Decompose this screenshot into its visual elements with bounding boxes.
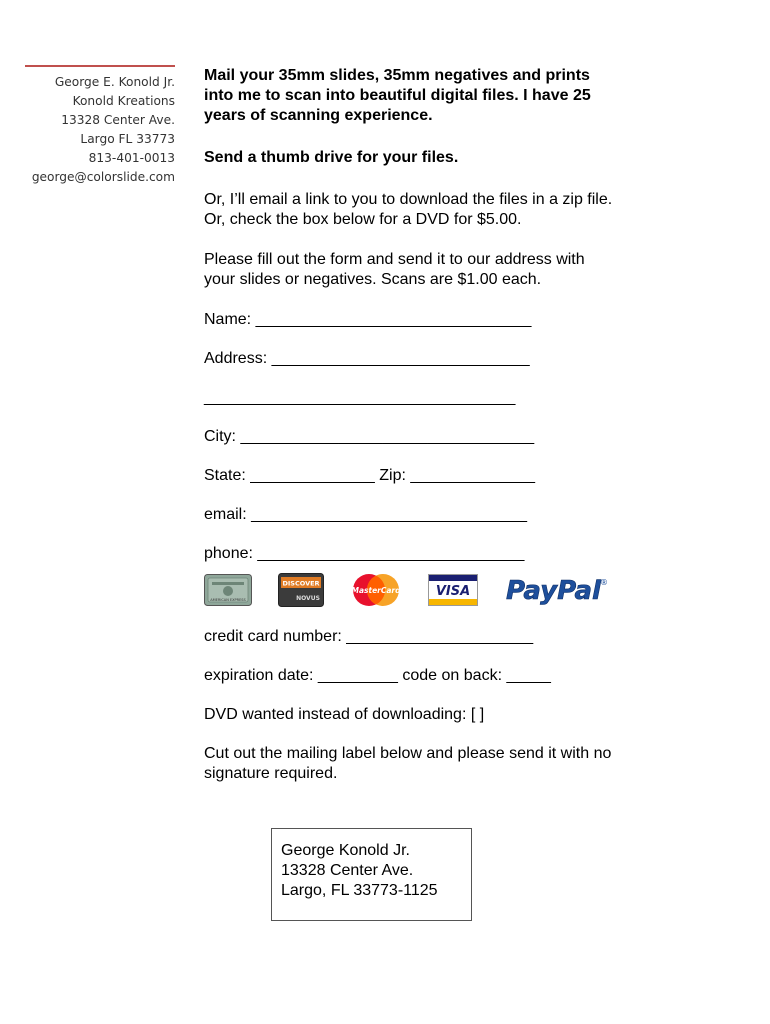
sender-email: george@colorslide.com [31,170,175,184]
amex-label: AMERICAN EXPRESS [210,597,246,602]
sender-street: 13328 Center Ave. [61,113,175,127]
options-line-1: Or, I’ll email a link to you to download the files in a zip file. [204,191,613,208]
mastercard-icon [350,572,402,614]
mailing-label-name: George Konold Jr. [281,842,410,859]
sender-name: George E. Konold Jr. [54,75,175,89]
mailing-label-street: 13328 Center Ave. [281,862,414,879]
mastercard-label: MasterCard [351,585,401,595]
state-zip-field[interactable]: State: ______________ Zip: ______________ [204,467,535,484]
sender-address-block [10,73,175,187]
address-line-2-field[interactable]: ___________________________________ [204,389,516,406]
credit-card-number-field[interactable]: credit card number: _____________________ [204,628,534,645]
thumb-drive-note: Send a thumb drive for your files. [204,149,459,166]
paypal-registered-mark: ® [600,577,608,587]
instructions-line-2: your slides or negatives. Scans are $1.00 each. [204,271,542,288]
order-form [204,66,674,784]
cutout-line-1: Cut out the mailing label below and please send it with no [204,745,612,762]
address-field[interactable]: Address: _____________________________ [204,350,530,367]
discover-card-icon [278,573,324,613]
intro-line-2: into me to scan into beautiful digital files. I have 25 [204,87,591,104]
instructions-line-1: Please fill out the form and send it to our address with [204,251,585,268]
visa-label: VISA [435,583,471,599]
name-field[interactable]: Name: _______________________________ [204,311,532,328]
payment-icons [204,570,674,615]
intro-line-1: Mail your 35mm slides, 35mm negatives and prints [204,67,590,84]
expiration-and-code-field[interactable]: expiration date: _________ code on back: _____ [204,667,551,684]
phone-field[interactable]: phone: ______________________________ [204,545,525,562]
city-field[interactable]: City: _________________________________ [204,428,535,445]
discover-label: DISCOVER [282,579,320,587]
mailing-label [271,828,472,921]
email-field[interactable]: email: _______________________________ [204,506,527,523]
cutout-line-2: signature required. [204,765,338,782]
sender-city: Largo FL 33773 [80,132,175,146]
novus-label: NOVUS [296,594,320,602]
sender-phone: 813-401-0013 [88,151,175,165]
visa-card-icon [428,574,478,612]
mailing-label-city: Largo, FL 33773-1125 [281,882,438,899]
intro-line-3: years of scanning experience. [204,107,433,124]
options-line-2: Or, check the box below for a DVD for $5.00. [204,211,522,228]
dvd-checkbox-field[interactable]: DVD wanted instead of downloading: [ ] [204,706,485,723]
amex-card-icon [204,574,252,612]
paypal-logo-icon [504,573,608,613]
header-rule [25,65,175,67]
sender-company: Konold Kreations [72,94,175,108]
paypal-label: PayPal [506,575,601,606]
